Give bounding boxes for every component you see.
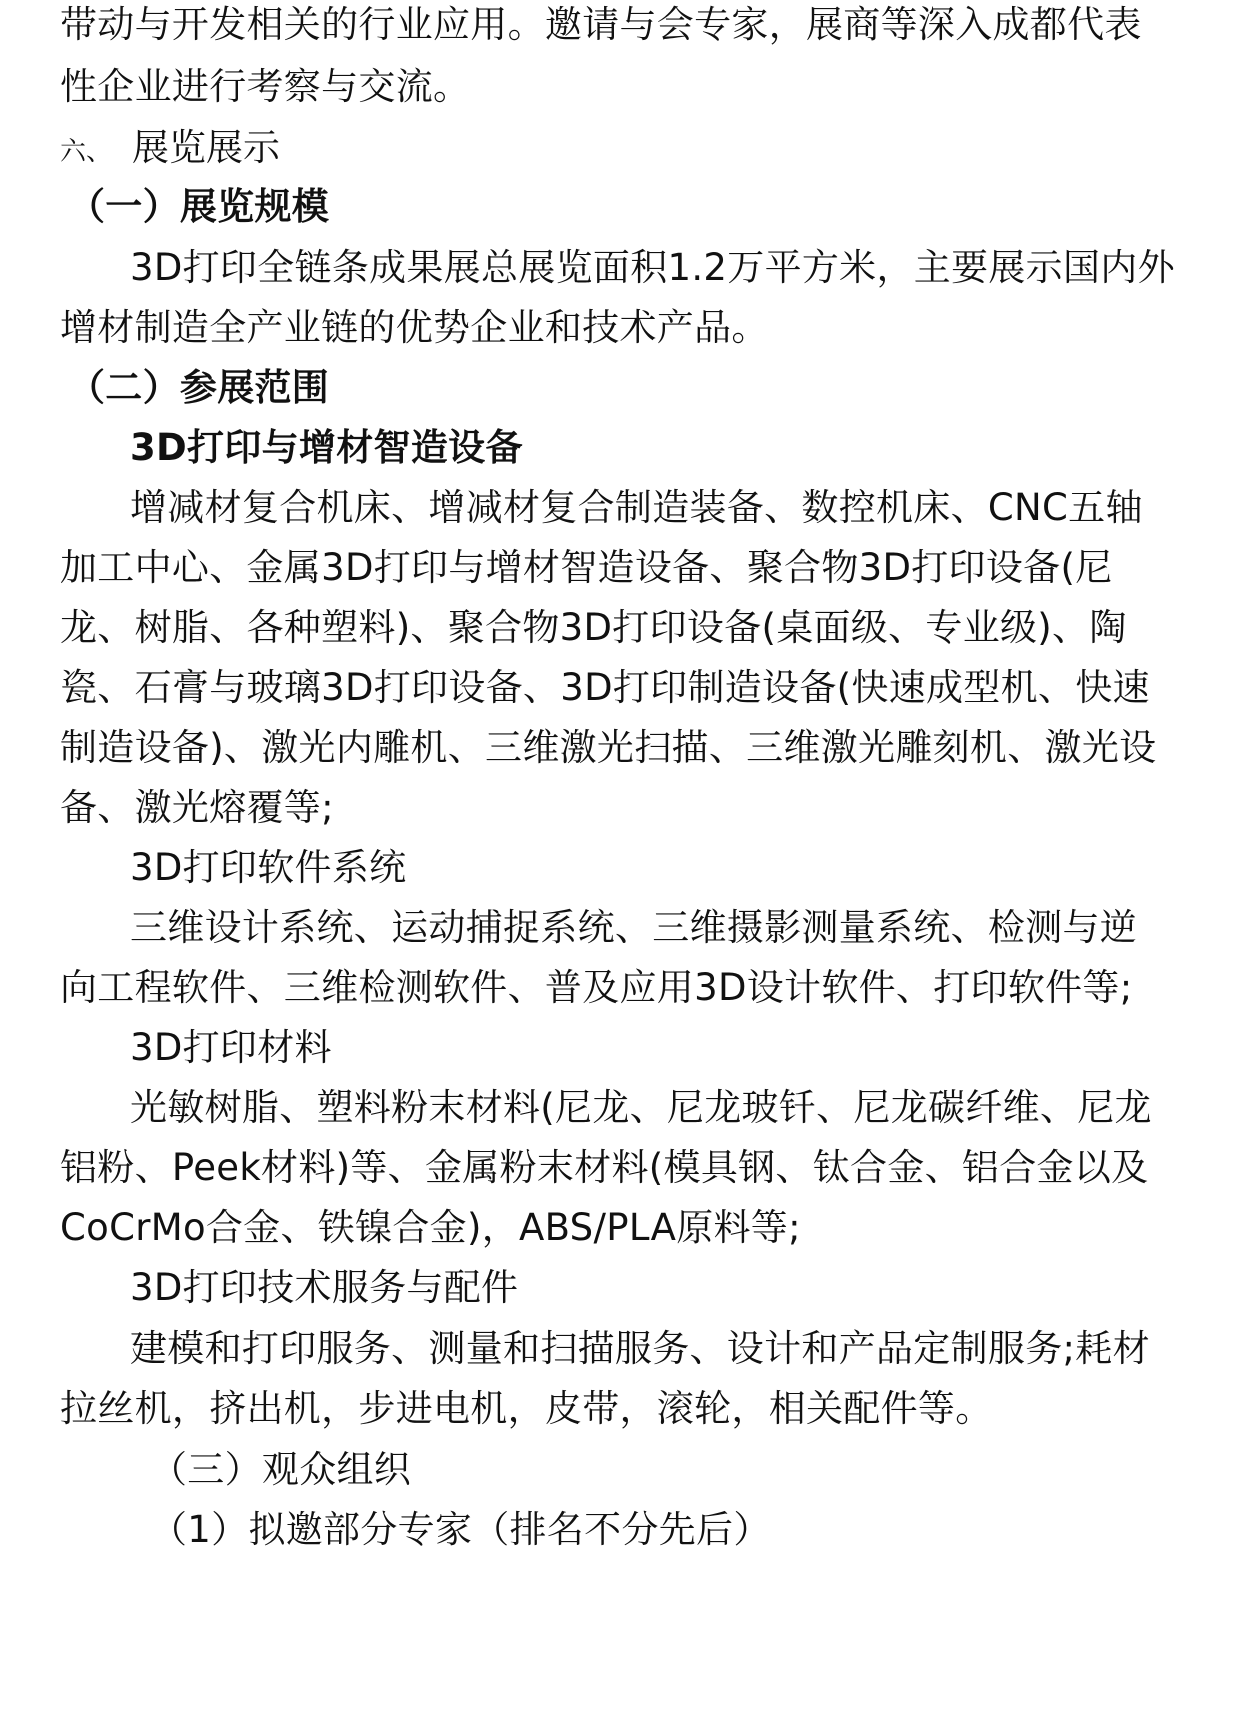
subsection-3-heading: （三）观众组织 — [150, 1448, 412, 1491]
category-3-line-2: 铝粉、Peek材料)等、金属粉末材料(模具钢、钛合金、铝合金以及 — [60, 1146, 1149, 1189]
section-6-number: 六、 — [60, 137, 113, 167]
subsection-2-heading: （二）参展范围 — [68, 366, 330, 409]
category-3-line-1: 光敏树脂、塑料粉末材料(尼龙、尼龙玻钎、尼龙碳纤维、尼龙 — [130, 1086, 1152, 1129]
category-1-line-4: 瓷、石膏与玻璃3D打印设备、3D打印制造设备(快速成型机、快速 — [60, 666, 1150, 709]
category-1-line-2: 加工中心、金属3D打印与增材智造设备、聚合物3D打印设备(尼 — [60, 546, 1113, 589]
category-2-line-1: 三维设计系统、运动捕捉系统、三维摄影测量系统、检测与逆 — [130, 906, 1138, 949]
category-2-title: 3D打印软件系统 — [130, 846, 407, 889]
category-2-line-2: 向工程软件、三维检测软件、普及应用3D设计软件、打印软件等; — [60, 966, 1133, 1009]
category-1-line-5: 制造设备)、激光内雕机、三维激光扫描、三维激光雕刻机、激光设 — [60, 726, 1157, 769]
category-3-line-3: CoCrMo合金、铁镍合金)，ABS/PLA原料等; — [60, 1206, 801, 1249]
category-4-line-1: 建模和打印服务、测量和扫描服务、设计和产品定制服务;耗材 — [130, 1327, 1150, 1370]
section-6-title: 展览展示 — [132, 126, 280, 169]
subsection-1-line-1: 3D打印全链条成果展总展览面积1.2万平方米，主要展示国内外 — [130, 246, 1175, 289]
category-1-title: 3D打印与增材智造设备 — [130, 426, 523, 469]
category-1-line-1: 增减材复合机床、增减材复合制造装备、数控机床、CNC五轴 — [130, 486, 1143, 529]
subsection-3-item-1: （1）拟邀部分专家（排名不分先后） — [150, 1508, 771, 1551]
category-3-title: 3D打印材料 — [130, 1026, 332, 1069]
subsection-1-line-2: 增材制造全产业链的优势企业和技术产品。 — [60, 306, 769, 349]
category-1-line-3: 龙、树脂、各种塑料)、聚合物3D打印设备(桌面级、专业级)、陶 — [60, 606, 1127, 649]
intro-line-1: 带动与开发相关的行业应用。邀请与会专家，展商等深入成都代表 — [60, 3, 1142, 46]
section-6-heading — [60, 126, 280, 174]
category-4-line-2: 拉丝机，挤出机，步进电机，皮带，滚轮，相关配件等。 — [60, 1387, 993, 1430]
category-1-line-6: 备、激光熔覆等; — [60, 786, 334, 829]
intro-line-2: 性企业进行考察与交流。 — [60, 65, 471, 108]
category-4-title: 3D打印技术服务与配件 — [130, 1266, 519, 1309]
subsection-1-heading: （一）展览规模 — [68, 185, 330, 228]
